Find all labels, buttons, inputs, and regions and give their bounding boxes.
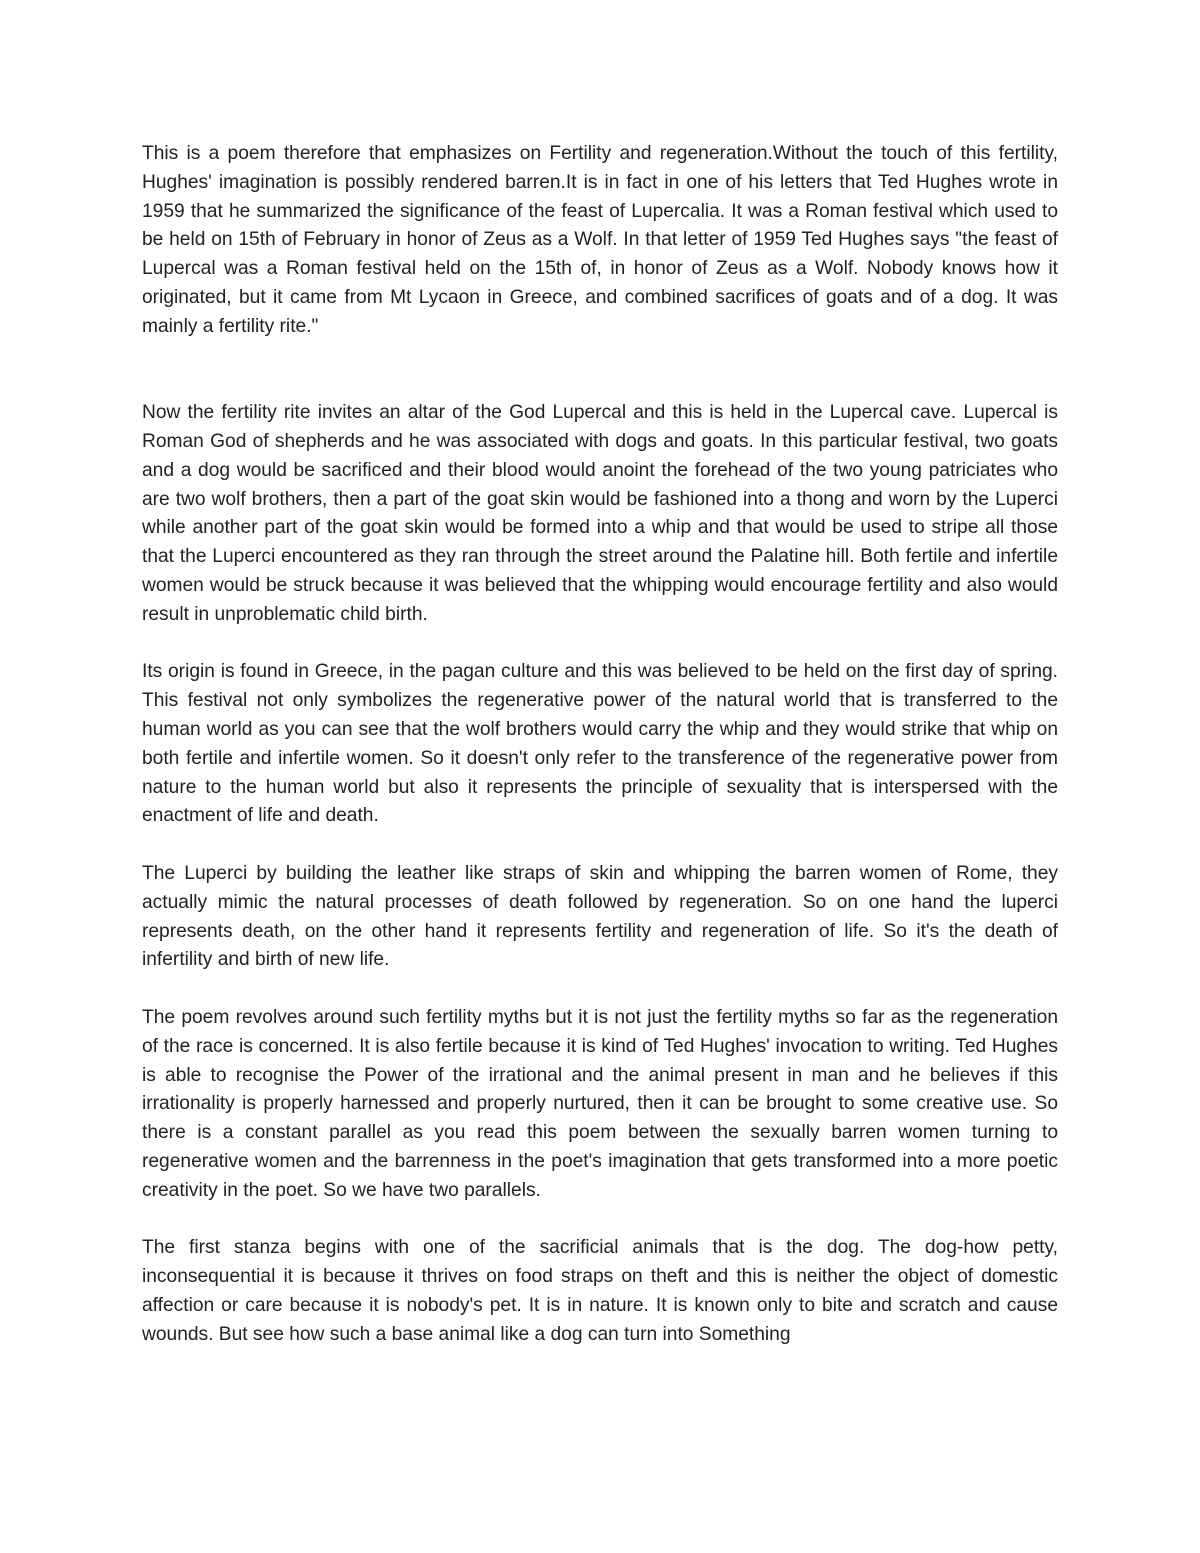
paragraph: Now the fertility rite invites an altar of the God Lupercal and this is held in the Lupercal cave. Lupercal is Roman God of shepherds and he was associated with dogs and goats. In this particular festival, two goats and a dog would be sacrificed and their blood would anoint the forehead of the two young patriciates who are two wolf brothers, then a part of the goat skin would be fashioned into a thong and worn by the Luperci while another part of the goat skin would be formed into a whip and that would be used to stripe all those that the Luperci encountered as they ran through the street around the Palatine hill. Both fertile and infertile women would be struck because it was believed that the whipping would encourage fertility and also would result in unproblematic child birth. [142,402,1058,625]
paragraph: Its origin is found in Greece, in the pagan culture and this was believed to be held on the first day of spring. This festival not only symbolizes the regenerative power of the natural world that is transferred to the human world as you can see that the wolf brothers would carry the whip and they would strike that whip on both fertile and infertile women. So it doesn't only refer to the transference of the regenerative power from nature to the human world but also it represents the principle of sexuality that is interspersed with the enactment of life and death. [142,661,1058,827]
paragraph: The first stanza begins with one of the sacrificial animals that is the dog. The dog-how petty, inconsequential it is because it thrives on food straps on theft and this is neither the object of domestic affection or care because it is nobody's pet. It is in nature. It is known only to bite and scratch and cause wounds. But see how such a base animal like a dog can turn into Something [142,1237,1058,1345]
paragraph: The poem revolves around such fertility myths but it is not just the fertility myths so far as the regeneration of the race is concerned. It is also fertile because it is kind of Ted Hughes' invocation to writing. Ted Hughes is able to recognise the Power of the irrational and the animal present in man and he believes if this irrationality is properly harnessed and properly nurtured, then it can be brought to some creative use. So there is a constant parallel as you read this poem between the sexually barren women turning to regenerative women and the barrenness in the poet's imagination that gets transformed into a more poetic creativity in the poet. So we have two parallels. [142,1006,1058,1201]
paragraph: This is a poem therefore that emphasizes on Fertility and regeneration.Without the touch of this fertility, Hughes' imagination is possibly rendered barren.It is in fact in one of his letters that Ted Hughes wrote in 1959 that he summarized the significance of the feast of Lupercalia. It was a Roman festival which used to be held on 15th of February in honor of Zeus as a Wolf. In that letter of 1959 Ted Hughes says "the feast of Lupercal was a Roman festival held on the 15th of, in honor of Zeus as a Wolf. Nobody knows how it originated, but it came from Mt Lycaon in Greece, and combined sacrifices of goats and of a dog. It was mainly a fertility rite." [142,143,1058,337]
document-body [142,140,1058,1349]
paragraph: The Luperci by building the leather like straps of skin and whipping the barren women of Rome, they actually mimic the natural processes of death followed by regeneration. So on one hand the luperci represents death, on the other hand it represents fertility and regeneration of life. So it's the death of infertility and birth of new life. [142,862,1058,971]
